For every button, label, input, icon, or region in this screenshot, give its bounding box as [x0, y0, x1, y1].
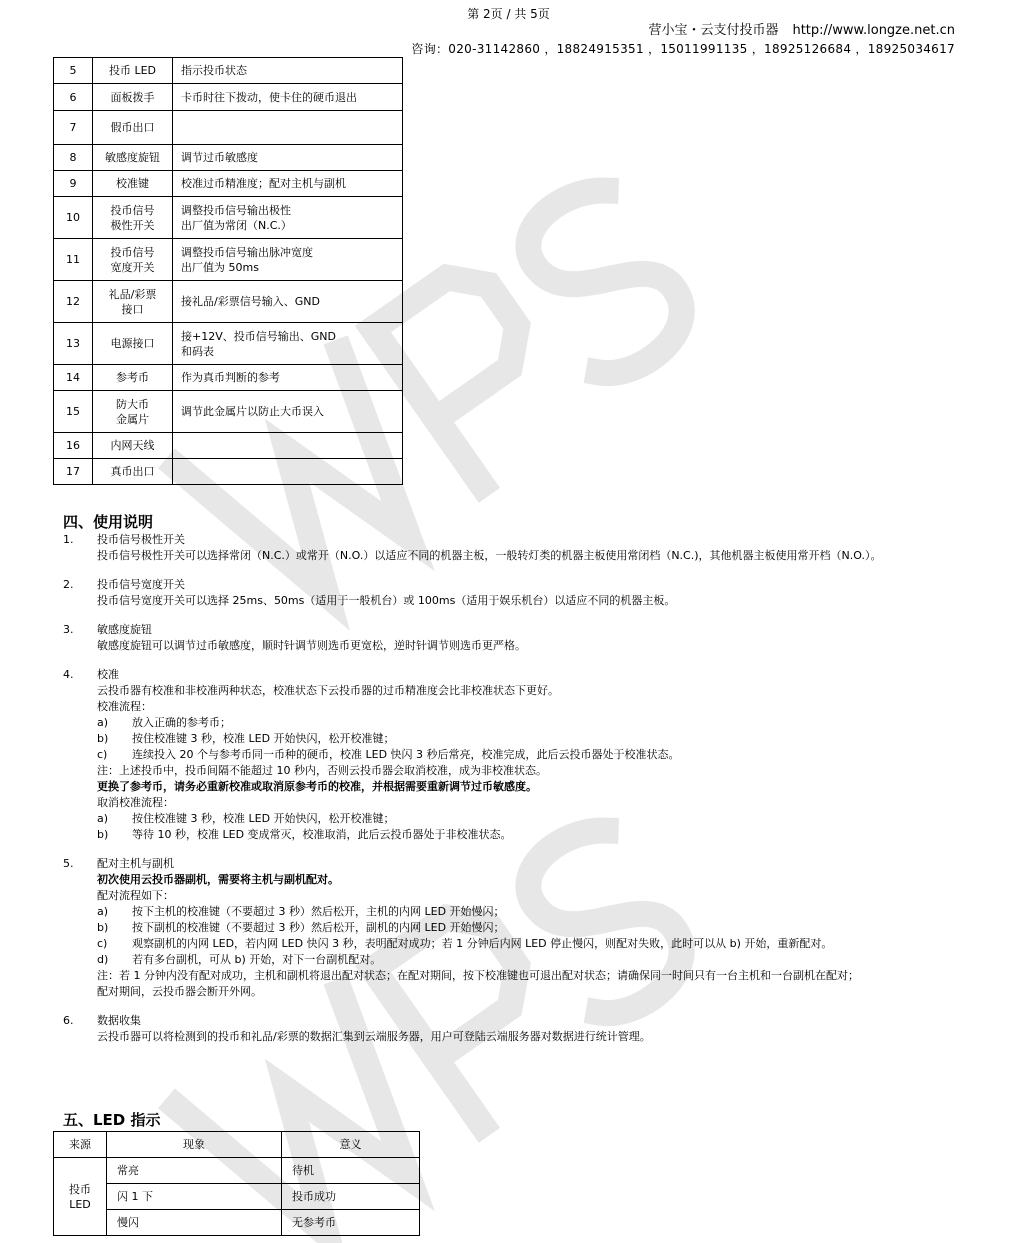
parts-number-cell: 9 — [54, 171, 93, 197]
cancel-step-a — [63, 811, 983, 827]
note-continued: 配对期间，云投币器会断开外网。 — [97, 985, 262, 998]
item-body: 投币信号宽度开关可以选择 25ms、50ms（适用于一般机台）或 100ms（适用于娱乐机台）以适应不同的机器主板。 — [97, 594, 676, 607]
parts-table-row — [54, 239, 403, 281]
parts-name-cell: 假币出口 — [93, 111, 173, 145]
parts-table-row — [54, 433, 403, 459]
step-label: d) — [97, 953, 109, 966]
parts-description-cell: 接礼品/彩票信号输入、GND — [173, 281, 403, 323]
parts-number-cell: 14 — [54, 365, 93, 391]
led-meaning-cell: 待机 — [282, 1158, 420, 1184]
parts-number-cell: 7 — [54, 111, 93, 145]
parts-table-row — [54, 197, 403, 239]
step-text: 按下主机的校准键（不要超过 3 秒）然后松开，主机的内网 LED 开始慢闪； — [132, 905, 505, 918]
step-label: c) — [97, 748, 108, 761]
brand-name: 营小宝・云支付投币器 — [648, 23, 779, 38]
parts-name-cell: 礼品/彩票 接口 — [93, 281, 173, 323]
usage-item-polarity — [63, 532, 983, 564]
parts-table-row — [54, 323, 403, 365]
led-phenomenon-cell: 闪 1 下 — [107, 1184, 282, 1210]
step-label: b) — [97, 921, 109, 934]
step-label: c) — [97, 937, 108, 950]
step-text: 按住校准键 3 秒，校准 LED 开始快闪，松开校准键； — [132, 732, 395, 745]
usage-item-calibration — [63, 667, 983, 843]
parts-number-cell: 10 — [54, 197, 93, 239]
parts-number-cell: 11 — [54, 239, 93, 281]
led-table-row — [54, 1184, 420, 1210]
item-title: 投币信号宽度开关 — [97, 578, 185, 591]
parts-name-cell: 参考币 — [93, 365, 173, 391]
led-meaning-cell: 投币成功 — [282, 1184, 420, 1210]
led-table-body — [54, 1158, 420, 1236]
parts-description-cell: 卡币时往下拨动，使卡住的硬币退出 — [173, 84, 403, 111]
bold-intro: 初次使用云投币器副机，需要将主机与副机配对。 — [97, 873, 339, 886]
header-source: 来源 — [54, 1132, 107, 1158]
parts-number-cell: 16 — [54, 433, 93, 459]
item-title: 敏感度旋钮 — [97, 623, 152, 636]
step-b — [63, 731, 983, 747]
step-text: 连续投入 20 个与参考币同一币种的硬币，校准 LED 快闪 3 秒后常亮，校准完成，此后云投币器处于校准状态。 — [132, 748, 680, 761]
note: 注：上述投币中，投币间隔不能超过 10 秒内，否则云投币器会取消校准，成为非校准状态。 — [97, 764, 547, 777]
step-text: 等待 10 秒，校准 LED 变成常灭，校准取消，此后云投币器处于非校准状态。 — [132, 828, 512, 841]
step-label: a) — [97, 812, 109, 825]
parts-name-cell: 面板拨手 — [93, 84, 173, 111]
parts-description-cell: 校准过币精准度；配对主机与副机 — [173, 171, 403, 197]
item-number: 2. — [63, 578, 74, 591]
step-text: 若有多台副机，可从 b) 开始，对下一台副机配对。 — [132, 953, 382, 966]
parts-name-cell: 校准键 — [93, 171, 173, 197]
parts-name-cell: 投币 LED — [93, 58, 173, 84]
parts-number-cell: 8 — [54, 145, 93, 171]
usage-items — [63, 532, 983, 1058]
item-body: 云投币器有校准和非校准两种状态，校准状态下云投币器的过币精准度会比非校准状态下更好。 — [97, 684, 559, 697]
parts-description-cell: 调整投币信号输出脉冲宽度 出厂值为 50ms — [173, 239, 403, 281]
item-number: 5. — [63, 857, 74, 870]
parts-name-cell: 电源接口 — [93, 323, 173, 365]
item-title: 数据收集 — [97, 1014, 141, 1027]
website-url[interactable]: http://www.longze.net.cn — [792, 23, 955, 38]
step-a — [63, 715, 983, 731]
step-text: 放入正确的参考币； — [132, 716, 231, 729]
parts-table-row — [54, 111, 403, 145]
header-phenomenon: 现象 — [107, 1132, 282, 1158]
item-number: 4. — [63, 668, 74, 681]
step-text: 观察副机的内网 LED，若内网 LED 快闪 3 秒，表明配对成功；若 1 分钟后内网 LED 停止慢闪，则配对失败，此时可以从 b) 开始，重新配对。 — [132, 937, 833, 950]
parts-table-row — [54, 365, 403, 391]
item-body: 敏感度旋钮可以调节过币敏感度，顺时针调节则选币更宽松，逆时针调节则选币更严格。 — [97, 639, 526, 652]
led-phenomenon-cell: 慢闪 — [107, 1210, 282, 1236]
item-title: 投币信号极性开关 — [97, 533, 185, 546]
item-number: 1. — [63, 533, 74, 546]
step-label: b) — [97, 732, 109, 745]
parts-name-cell: 真币出口 — [93, 459, 173, 485]
parts-name-cell: 敏感度旋钮 — [93, 145, 173, 171]
parts-description-cell: 调整投币信号输出极性 出厂值为常闭（N.C.） — [173, 197, 403, 239]
step-label: b) — [97, 828, 109, 841]
step-a — [63, 904, 983, 920]
parts-description-cell: 作为真币判断的参考 — [173, 365, 403, 391]
parts-table-body — [54, 58, 403, 485]
item-body: 云投币器可以将检测到的投币和礼品/彩票的数据汇集到云端服务器，用户可登陆云端服务器对数据进行统计管理。 — [97, 1030, 651, 1043]
item-title: 配对主机与副机 — [97, 857, 174, 870]
parts-name-cell: 防大币 金属片 — [93, 391, 173, 433]
parts-name-cell: 投币信号 极性开关 — [93, 197, 173, 239]
item-number: 6. — [63, 1014, 74, 1027]
cancel-flow-label: 取消校准流程： — [97, 796, 174, 809]
parts-number-cell: 17 — [54, 459, 93, 485]
usage-item-data-collection — [63, 1013, 983, 1045]
parts-description-cell — [173, 111, 403, 145]
flow-label: 校准流程： — [97, 700, 152, 713]
item-title: 校准 — [97, 668, 119, 681]
parts-number-cell: 5 — [54, 58, 93, 84]
step-label: a) — [97, 905, 109, 918]
flow-label: 配对流程如下： — [97, 889, 174, 902]
led-table-row — [54, 1158, 420, 1184]
note: 注：若 1 分钟内没有配对成功，主机和副机将退出配对状态；在配对期间，按下校准键也可退出配对状态；请确保同一时间只有一台主机和一台副机在配对； — [97, 969, 859, 982]
item-body: 投币信号极性开关可以选择常闭（N.C.）或常开（N.O.）以适应不同的机器主板，一般转灯类的机器主板使用常闭档（N.C.)，其他机器主板使用常开档（N.O.）。 — [97, 549, 882, 562]
led-phenomenon-cell: 常亮 — [107, 1158, 282, 1184]
parts-table — [53, 57, 403, 485]
parts-description-cell — [173, 459, 403, 485]
parts-table-row — [54, 281, 403, 323]
section-title-usage: 四、使用说明 — [63, 513, 154, 531]
led-source-cell: 投币 LED — [54, 1158, 107, 1236]
usage-item-sensitivity — [63, 622, 983, 654]
parts-table-row — [54, 84, 403, 111]
header-meaning: 意义 — [282, 1132, 420, 1158]
parts-name-cell: 投币信号 宽度开关 — [93, 239, 173, 281]
step-text: 按下副机的校准键（不要超过 3 秒）然后松开，副机的内网 LED 开始慢闪； — [132, 921, 505, 934]
parts-table-row — [54, 145, 403, 171]
step-c — [63, 936, 983, 952]
parts-number-cell: 15 — [54, 391, 93, 433]
contact-numbers: 咨询：020-31142860 ，18824915351 ，15011991135 ，18925126684 ，18925034617 — [411, 42, 955, 56]
step-d — [63, 952, 983, 968]
step-c — [63, 747, 983, 763]
section-title-led: 五、LED 指示 — [63, 1111, 161, 1129]
parts-description-cell — [173, 433, 403, 459]
usage-item-width — [63, 577, 983, 609]
led-table-row — [54, 1210, 420, 1236]
page-indicator: 第 2页 / 共 5页 — [467, 7, 550, 21]
led-table — [53, 1131, 420, 1236]
step-b — [63, 920, 983, 936]
header-brand-line — [648, 19, 955, 38]
parts-table-row — [54, 459, 403, 485]
cancel-step-b — [63, 827, 983, 843]
usage-item-pairing — [63, 856, 983, 1000]
parts-number-cell: 6 — [54, 84, 93, 111]
parts-number-cell: 12 — [54, 281, 93, 323]
parts-description-cell: 调节此金属片以防止大币误入 — [173, 391, 403, 433]
led-meaning-cell: 无参考币 — [282, 1210, 420, 1236]
parts-table-row — [54, 58, 403, 84]
step-text: 按住校准键 3 秒，校准 LED 开始快闪，松开校准键； — [132, 812, 395, 825]
parts-number-cell: 13 — [54, 323, 93, 365]
warning: 更换了参考币，请务必重新校准或取消原参考币的校准，并根据需要重新调节过币敏感度。 — [97, 780, 537, 793]
item-number: 3. — [63, 623, 74, 636]
step-label: a) — [97, 716, 109, 729]
parts-description-cell: 指示投币状态 — [173, 58, 403, 84]
parts-table-row — [54, 171, 403, 197]
parts-description-cell: 调节过币敏感度 — [173, 145, 403, 171]
parts-description-cell: 接+12V、投币信号输出、GND 和码表 — [173, 323, 403, 365]
parts-table-row — [54, 391, 403, 433]
parts-name-cell: 内网天线 — [93, 433, 173, 459]
